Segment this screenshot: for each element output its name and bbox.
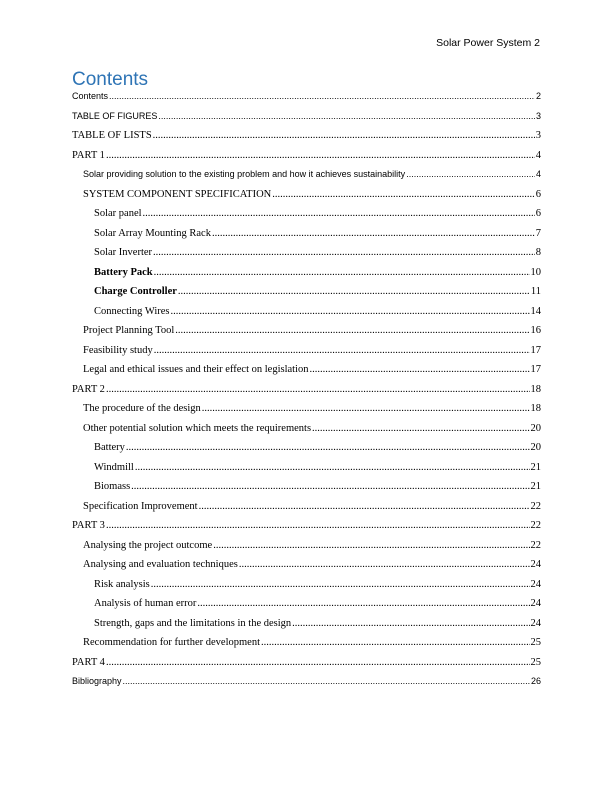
toc-entry[interactable] <box>72 598 541 618</box>
toc-dot-leader <box>171 306 530 317</box>
toc-entry-page-number: 6 <box>535 188 541 200</box>
toc-entry-label: Solar Inverter <box>94 247 153 258</box>
toc-entry[interactable] <box>72 111 541 131</box>
toc-dot-leader <box>154 267 530 278</box>
toc-dot-leader <box>106 657 530 668</box>
toc-entry[interactable] <box>72 306 541 326</box>
toc-entry[interactable] <box>72 247 541 267</box>
toc-entry[interactable] <box>72 189 541 209</box>
toc-dot-leader <box>135 462 530 473</box>
toc-entry[interactable] <box>72 384 541 404</box>
toc-entry-label: Connecting Wires <box>94 305 170 317</box>
toc-entry-page-number: 26 <box>530 676 541 686</box>
toc-entry[interactable] <box>72 676 541 696</box>
toc-entry-label: Biomass <box>94 481 131 492</box>
toc-dot-leader <box>312 423 529 434</box>
toc-dot-leader <box>212 228 535 239</box>
toc-dot-leader <box>197 598 529 609</box>
toc-dot-leader <box>309 364 529 375</box>
toc-entry-label: Solar Array Mounting Rack <box>94 227 211 239</box>
toc-entry[interactable] <box>72 501 541 521</box>
toc-entry-page-number: 10 <box>530 266 541 278</box>
toc-entry-page-number: 3 <box>535 110 541 121</box>
toc-entry[interactable] <box>72 423 541 443</box>
toc-entry[interactable] <box>72 364 541 384</box>
toc-entry-page-number: 24 <box>530 598 541 609</box>
toc-dot-leader <box>109 91 535 101</box>
toc-entry-page-number: 3 <box>535 130 541 141</box>
toc-dot-leader <box>106 384 530 395</box>
toc-entry-label: Analysing the project outcome <box>83 539 213 551</box>
toc-entry-label: TABLE OF FIGURES <box>72 110 158 121</box>
toc-entry-page-number: 24 <box>530 559 541 570</box>
toc-entry-label: Recommendation for further development <box>83 637 260 648</box>
toc-entry-label: Project Planning Tool <box>83 325 175 336</box>
toc-entry-label: Analysis of human error <box>94 598 197 609</box>
toc-entry-label: Battery <box>94 442 125 453</box>
toc-entry-label: Bibliography <box>72 676 122 686</box>
toc-entry-label: Analysing and evaluation techniques <box>83 559 238 570</box>
toc-dot-leader <box>126 442 530 453</box>
toc-entry[interactable] <box>72 150 541 170</box>
toc-entry-page-number: 14 <box>530 305 541 317</box>
toc-entry[interactable] <box>72 637 541 657</box>
toc-dot-leader <box>153 247 535 258</box>
toc-entry-page-number: 22 <box>530 539 541 551</box>
toc-entry-page-number: 4 <box>535 149 541 161</box>
toc-entry-label: Solar providing solution to the existing problem and how it achieves sustainability <box>83 169 406 179</box>
toc-entry-page-number: 21 <box>530 481 541 492</box>
toc-entry-label: Charge Controller <box>94 286 177 297</box>
toc-entry-page-number: 2 <box>535 91 541 101</box>
table-of-contents <box>72 91 541 696</box>
toc-entry-page-number: 17 <box>530 364 541 375</box>
toc-dot-leader <box>406 169 535 179</box>
toc-entry-label: Other potential solution which meets the requirements <box>83 422 312 434</box>
toc-entry-label: Solar panel <box>94 208 142 219</box>
toc-entry-page-number: 21 <box>530 461 541 473</box>
toc-entry[interactable] <box>72 169 541 189</box>
toc-entry[interactable] <box>72 91 541 111</box>
toc-entry-page-number: 7 <box>535 227 541 239</box>
toc-entry[interactable] <box>72 462 541 482</box>
toc-entry-label: SYSTEM COMPONENT SPECIFICATION <box>83 188 272 200</box>
toc-entry-label: Battery Pack <box>94 266 153 278</box>
toc-entry-page-number: 22 <box>530 500 541 512</box>
toc-dot-leader <box>175 325 529 336</box>
toc-entry-page-number: 24 <box>530 578 541 590</box>
toc-entry[interactable] <box>72 540 541 560</box>
toc-entry-label: The procedure of the design <box>83 403 201 414</box>
toc-entry[interactable] <box>72 520 541 540</box>
toc-entry-label: PART 3 <box>72 520 105 531</box>
toc-dot-leader <box>178 286 530 297</box>
toc-entry-label: Windmill <box>94 461 134 473</box>
toc-entry[interactable] <box>72 579 541 599</box>
toc-entry-page-number: 4 <box>535 169 541 179</box>
toc-entry-label: Legal and ethical issues and their effect on legislation <box>83 364 309 375</box>
toc-entry-label: Risk analysis <box>94 578 150 590</box>
toc-dot-leader <box>153 130 535 141</box>
toc-dot-leader <box>151 579 530 590</box>
toc-entry-page-number: 22 <box>530 520 541 531</box>
toc-entry-page-number: 18 <box>530 383 541 395</box>
toc-dot-leader <box>106 520 530 531</box>
toc-entry[interactable] <box>72 345 541 365</box>
toc-entry-label: Strength, gaps and the limitations in the design <box>94 617 292 629</box>
toc-entry[interactable] <box>72 208 541 228</box>
toc-entry-page-number: 20 <box>530 442 541 453</box>
toc-dot-leader <box>143 208 535 219</box>
toc-entry-page-number: 20 <box>530 422 541 434</box>
running-header: Solar Power System 2 <box>436 37 540 49</box>
toc-dot-leader <box>292 618 529 629</box>
toc-dot-leader <box>272 189 534 200</box>
toc-entry-page-number: 6 <box>535 208 541 219</box>
toc-dot-leader <box>154 345 530 356</box>
toc-entry-label: Contents <box>72 91 109 101</box>
toc-entry-page-number: 16 <box>530 325 541 336</box>
toc-entry-label: PART 1 <box>72 149 105 161</box>
toc-entry-label: TABLE OF LISTS <box>72 130 152 141</box>
toc-entry[interactable] <box>72 286 541 306</box>
toc-entry-label: Specification Improvement <box>83 500 198 512</box>
toc-entry[interactable] <box>72 657 541 677</box>
toc-dot-leader <box>261 637 530 648</box>
toc-dot-leader <box>199 501 530 512</box>
toc-entry[interactable] <box>72 559 541 579</box>
toc-entry[interactable] <box>72 618 541 638</box>
toc-entry-page-number: 24 <box>530 617 541 629</box>
toc-entry[interactable] <box>72 403 541 423</box>
toc-entry-page-number: 8 <box>535 247 541 258</box>
toc-entry-page-number: 11 <box>530 286 541 297</box>
toc-entry-page-number: 17 <box>530 344 541 356</box>
toc-entry[interactable] <box>72 130 541 150</box>
toc-entry[interactable] <box>72 481 541 501</box>
toc-entry[interactable] <box>72 228 541 248</box>
toc-entry[interactable] <box>72 325 541 345</box>
toc-entry-page-number: 18 <box>530 403 541 414</box>
toc-entry-label: PART 2 <box>72 383 105 395</box>
toc-entry[interactable] <box>72 442 541 462</box>
toc-dot-leader <box>239 559 530 570</box>
toc-entry-label: PART 4 <box>72 656 105 668</box>
toc-entry[interactable] <box>72 267 541 287</box>
contents-heading: Contents <box>72 69 149 90</box>
toc-entry-label: Feasibility study <box>83 344 153 356</box>
toc-entry-page-number: 25 <box>530 637 541 648</box>
toc-dot-leader <box>106 150 535 161</box>
toc-dot-leader <box>158 111 535 121</box>
toc-dot-leader <box>131 481 529 492</box>
toc-entry-page-number: 25 <box>530 656 541 668</box>
toc-dot-leader <box>123 676 530 686</box>
toc-dot-leader <box>202 403 530 414</box>
toc-dot-leader <box>213 540 529 551</box>
